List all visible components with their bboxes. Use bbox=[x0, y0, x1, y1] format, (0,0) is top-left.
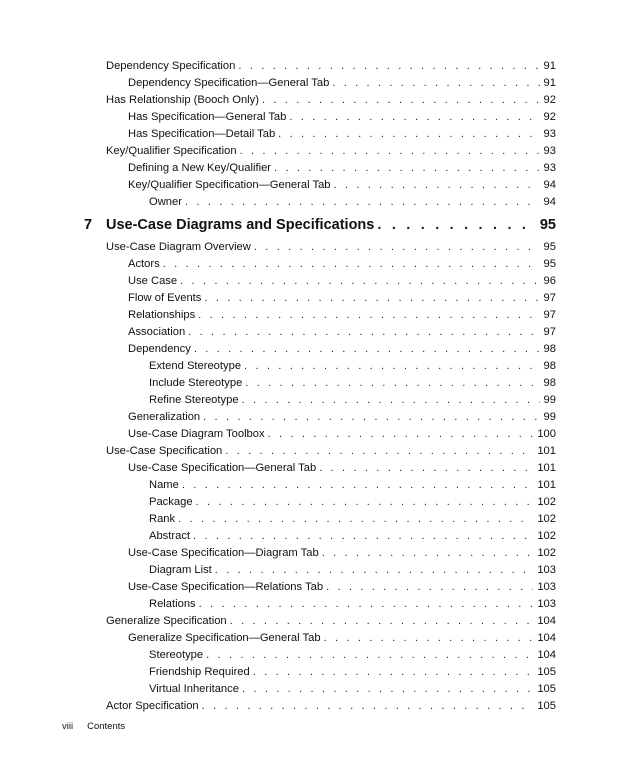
toc-page-number: 102 bbox=[537, 530, 556, 542]
page-footer bbox=[62, 720, 125, 734]
toc-entry[interactable] bbox=[128, 109, 556, 125]
toc-entry-title: Generalization bbox=[128, 411, 201, 423]
dot-leader bbox=[238, 58, 539, 74]
toc-entry-title: Generalize Specification bbox=[106, 615, 227, 627]
toc-entry[interactable] bbox=[128, 426, 556, 442]
dot-leader bbox=[326, 579, 533, 595]
toc-entry-title: Use-Case Diagram Toolbox bbox=[128, 428, 265, 440]
dot-leader bbox=[193, 528, 533, 544]
dot-leader bbox=[278, 126, 539, 142]
toc-page-number: 97 bbox=[543, 309, 556, 321]
dot-leader bbox=[244, 358, 540, 374]
toc-entry[interactable] bbox=[128, 341, 556, 357]
toc-entry[interactable] bbox=[106, 143, 556, 159]
dot-leader bbox=[274, 160, 540, 176]
toc-page-number: 103 bbox=[537, 564, 556, 576]
toc-page-number: 93 bbox=[543, 162, 556, 174]
toc-entry-title: Use-Case Specification—General Tab bbox=[128, 462, 317, 474]
toc-page-number: 98 bbox=[543, 343, 556, 355]
dot-leader bbox=[324, 630, 534, 646]
dot-leader bbox=[262, 92, 540, 108]
toc-entry[interactable] bbox=[149, 647, 556, 663]
dot-leader bbox=[182, 477, 533, 493]
toc-entry-title: Has Specification—Detail Tab bbox=[128, 128, 276, 140]
toc-page-number: 102 bbox=[537, 496, 556, 508]
toc-entry-title: Use Case bbox=[128, 275, 178, 287]
toc-page-number: 98 bbox=[543, 377, 556, 389]
toc-page-number: 98 bbox=[543, 360, 556, 372]
toc-entry-title: Actors bbox=[128, 258, 160, 270]
toc-page-number: 97 bbox=[543, 292, 556, 304]
toc-entry-title: Key/Qualifier Specification—General Tab bbox=[128, 179, 331, 191]
dot-leader bbox=[332, 75, 539, 91]
toc-entry[interactable] bbox=[149, 681, 556, 697]
toc-entry-title: Virtual Inheritance bbox=[149, 683, 239, 695]
dot-leader bbox=[194, 341, 540, 357]
toc-entry[interactable] bbox=[149, 511, 556, 527]
dot-leader bbox=[185, 194, 540, 210]
toc-page-number: 104 bbox=[537, 649, 556, 661]
toc-entry-title: Association bbox=[128, 326, 186, 338]
toc-entry[interactable] bbox=[128, 273, 556, 289]
dot-leader bbox=[253, 664, 534, 680]
toc-entry[interactable] bbox=[128, 579, 556, 595]
dot-leader bbox=[230, 613, 534, 629]
toc-entry-title: Rank bbox=[149, 513, 176, 525]
dot-leader bbox=[268, 426, 534, 442]
dot-leader bbox=[225, 443, 533, 459]
toc-entry[interactable] bbox=[149, 358, 556, 374]
dot-leader bbox=[180, 273, 539, 289]
toc-entry-title: Use-Case Specification bbox=[106, 445, 223, 457]
toc-entry-title: Diagram List bbox=[149, 564, 212, 576]
toc-entry-title: Generalize Specification—General Tab bbox=[128, 632, 321, 644]
toc-entry[interactable] bbox=[106, 239, 556, 255]
toc-page-number: 103 bbox=[537, 598, 556, 610]
dot-leader bbox=[202, 698, 534, 714]
toc-entry[interactable] bbox=[128, 160, 556, 176]
toc-page-number: 93 bbox=[543, 145, 556, 157]
toc-entry[interactable] bbox=[106, 92, 556, 108]
toc-entry-title: Owner bbox=[149, 196, 182, 208]
dot-leader bbox=[289, 109, 539, 125]
toc-page-number: 91 bbox=[543, 60, 556, 72]
toc-entry-title: Package bbox=[149, 496, 193, 508]
toc-entry[interactable] bbox=[149, 494, 556, 510]
footer-page-number: viii bbox=[62, 721, 74, 732]
toc-entry-title: Name bbox=[149, 479, 179, 491]
toc-page-number: 101 bbox=[537, 462, 556, 474]
toc-page-number: 92 bbox=[543, 111, 556, 123]
toc-page-number: 95 bbox=[543, 258, 556, 270]
toc-page-number: 105 bbox=[537, 683, 556, 695]
toc-entry[interactable] bbox=[128, 177, 556, 193]
toc-entry[interactable] bbox=[106, 443, 556, 459]
toc-page-number: 97 bbox=[543, 326, 556, 338]
toc-entry[interactable] bbox=[149, 596, 556, 612]
toc-page-number: 104 bbox=[537, 615, 556, 627]
toc-entry-title: Key/Qualifier Specification bbox=[106, 145, 237, 157]
dot-leader bbox=[377, 214, 536, 236]
toc-entry[interactable] bbox=[128, 460, 556, 476]
toc-entry-title: Dependency bbox=[128, 343, 191, 355]
toc-entry-title: Include Stereotype bbox=[149, 377, 243, 389]
dot-leader bbox=[245, 375, 539, 391]
toc-entry-title: Extend Stereotype bbox=[149, 360, 242, 372]
toc-entry[interactable] bbox=[128, 126, 556, 142]
toc-entry[interactable] bbox=[106, 58, 556, 74]
toc-page-number: 94 bbox=[543, 196, 556, 208]
dot-leader bbox=[196, 494, 534, 510]
toc-entry-title: Stereotype bbox=[149, 649, 204, 661]
toc-page-number: 104 bbox=[537, 632, 556, 644]
toc-entry[interactable] bbox=[149, 375, 556, 391]
toc-page-number: 100 bbox=[537, 428, 556, 440]
dot-leader bbox=[319, 460, 533, 476]
toc-entry[interactable] bbox=[149, 528, 556, 544]
toc-entry-title: Refine Stereotype bbox=[149, 394, 239, 406]
toc-chapter-entry[interactable] bbox=[106, 214, 556, 236]
toc-page-number: 93 bbox=[543, 128, 556, 140]
toc-page-number: 94 bbox=[543, 179, 556, 191]
dot-leader bbox=[178, 511, 533, 527]
toc-entry-title: Use-Case Specification—Diagram Tab bbox=[128, 547, 319, 559]
toc-entry-title: Relationships bbox=[128, 309, 196, 321]
toc-entry-title: Dependency Specification bbox=[106, 60, 236, 72]
dot-leader bbox=[206, 647, 533, 663]
toc-page-number: 95 bbox=[539, 217, 556, 233]
toc-entry[interactable] bbox=[149, 664, 556, 680]
toc-entry[interactable] bbox=[149, 392, 556, 408]
toc-entry[interactable] bbox=[128, 324, 556, 340]
toc-entry-title: Friendship Required bbox=[149, 666, 250, 678]
toc-entry[interactable] bbox=[128, 290, 556, 306]
toc-entry[interactable] bbox=[149, 194, 556, 210]
toc-entry[interactable] bbox=[149, 477, 556, 493]
toc-entry-title: Use-Case Diagrams and Specifications bbox=[106, 217, 375, 233]
toc-page-number: 103 bbox=[537, 581, 556, 593]
toc-entry-title: Actor Specification bbox=[106, 700, 199, 712]
toc-page-number: 99 bbox=[543, 394, 556, 406]
dot-leader bbox=[163, 256, 540, 272]
toc-entry[interactable] bbox=[106, 613, 556, 629]
toc-page-number: 99 bbox=[543, 411, 556, 423]
dot-leader bbox=[188, 324, 539, 340]
toc-entry[interactable] bbox=[128, 307, 556, 323]
toc-entry-title: Has Relationship (Booch Only) bbox=[106, 94, 259, 106]
toc-page-number: 102 bbox=[537, 513, 556, 525]
toc-entry-title: Abstract bbox=[149, 530, 191, 542]
toc-page-number: 95 bbox=[543, 241, 556, 253]
toc-entry-title: Dependency Specification—General Tab bbox=[128, 77, 330, 89]
dot-leader bbox=[242, 392, 540, 408]
toc-page-number: 92 bbox=[543, 94, 556, 106]
toc-page-number: 101 bbox=[537, 445, 556, 457]
dot-leader bbox=[204, 290, 539, 306]
dot-leader bbox=[334, 177, 540, 193]
toc-entry-title: Use-Case Specification—Relations Tab bbox=[128, 581, 324, 593]
dot-leader bbox=[198, 307, 539, 323]
toc-entry[interactable] bbox=[128, 75, 556, 91]
toc-page-number: 101 bbox=[537, 479, 556, 491]
toc-entry-title: Use-Case Diagram Overview bbox=[106, 241, 251, 253]
toc-entry-title: Defining a New Key/Qualifier bbox=[128, 162, 272, 174]
toc-entry[interactable] bbox=[106, 698, 556, 714]
dot-leader bbox=[242, 681, 533, 697]
dot-leader bbox=[254, 239, 540, 255]
toc-entry[interactable] bbox=[128, 409, 556, 425]
chapter-number: 7 bbox=[84, 217, 93, 233]
dot-leader bbox=[215, 562, 534, 578]
dot-leader bbox=[322, 545, 534, 561]
toc-page-number: 105 bbox=[537, 666, 556, 678]
dot-leader bbox=[203, 409, 539, 425]
toc-page-number: 102 bbox=[537, 547, 556, 559]
dot-leader bbox=[199, 596, 534, 612]
toc-entry[interactable] bbox=[128, 256, 556, 272]
toc-page-number: 105 bbox=[537, 700, 556, 712]
toc-page-number: 91 bbox=[543, 77, 556, 89]
toc-entry-title: Has Specification—General Tab bbox=[128, 111, 287, 123]
toc-entry-title: Flow of Events bbox=[128, 292, 202, 304]
toc-entry-title: Relations bbox=[149, 598, 196, 610]
toc-entry[interactable] bbox=[128, 630, 556, 646]
toc-entry[interactable] bbox=[128, 545, 556, 561]
dot-leader bbox=[240, 143, 540, 159]
toc-entry[interactable] bbox=[149, 562, 556, 578]
toc-page-number: 96 bbox=[543, 275, 556, 287]
footer-section-title: Contents bbox=[87, 721, 126, 732]
